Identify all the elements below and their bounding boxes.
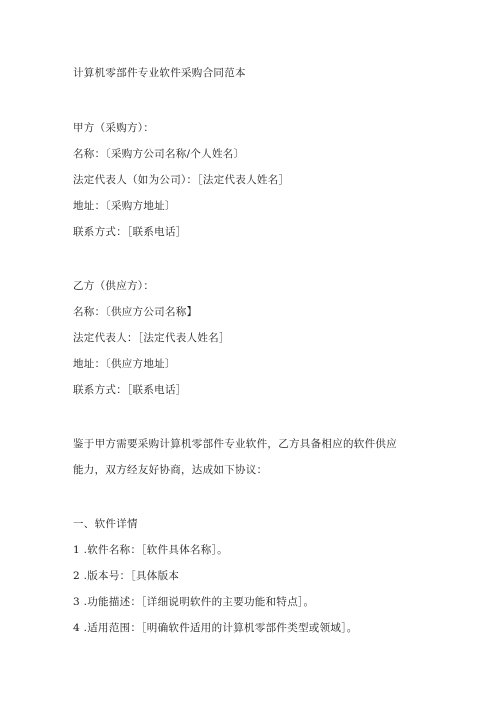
preamble-line-1: 鉴于甲方需要采购计算机零部件专业软件，乙方具备相应的软件供应 bbox=[73, 438, 397, 450]
party-b-heading: 乙方（供应方）： bbox=[73, 280, 155, 292]
party-a-heading: 甲方（采购方）： bbox=[73, 122, 155, 134]
party-a-address: 地址：〔采购方地址〕 bbox=[73, 200, 176, 212]
preamble-line-2: 能力，双方经友好协商，达成如下协议： bbox=[73, 464, 268, 476]
party-a-contact: 联系方式：［联系电话］ bbox=[73, 226, 187, 238]
party-a-name: 名称：〔采购方公司名称/个人姓名〕 bbox=[73, 148, 245, 160]
party-b-address: 地址：〔供应方地址〕 bbox=[73, 358, 176, 370]
party-a-legal-rep: 法定代表人（如为公司）：［法定代表人姓名］ bbox=[73, 174, 290, 186]
section-1-item-3: 3 .功能描述：［详细说明软件的主要功能和特点］。 bbox=[73, 596, 315, 608]
party-b-contact: 联系方式：［联系电话］ bbox=[73, 384, 187, 396]
section-1-item-2: 2 .版本号：［具体版本 bbox=[73, 570, 180, 582]
party-b-legal-rep: 法定代表人：［法定代表人姓名］ bbox=[73, 332, 230, 344]
section-1-heading: 一、软件详情 bbox=[73, 518, 138, 530]
document-title: 计算机零部件专业软件采购合同范本 bbox=[73, 67, 246, 79]
section-1-item-1: 1 .软件名称：［软件具体名称］。 bbox=[73, 544, 228, 556]
party-b-name: 名称：〔供应方公司名称】 bbox=[73, 306, 198, 318]
section-1-item-4: 4 .适用范围：［明确软件适用的计算机零部件类型或领域］。 bbox=[73, 622, 358, 634]
